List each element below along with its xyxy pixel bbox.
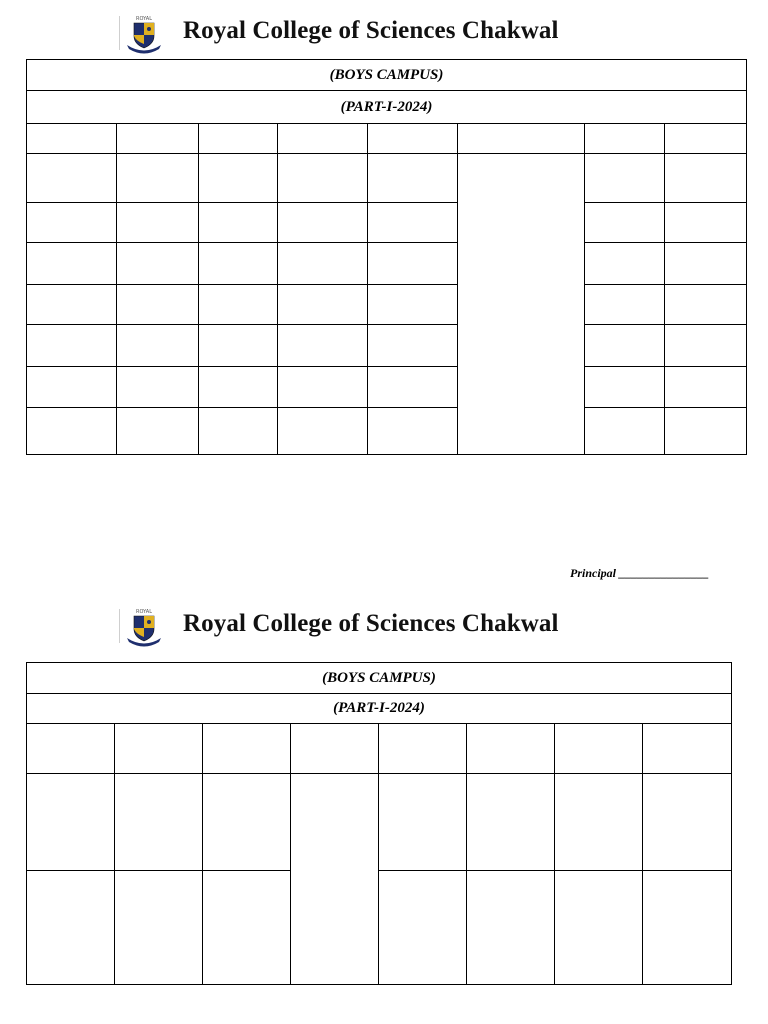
table-cell[interactable]	[665, 325, 747, 367]
table-cell[interactable]	[117, 408, 199, 455]
signature-line[interactable]: _______________	[619, 566, 710, 580]
break-column-cell[interactable]	[458, 154, 585, 455]
table-cell[interactable]	[278, 325, 368, 367]
header-cell[interactable]	[117, 124, 199, 154]
table-cell[interactable]	[199, 203, 278, 243]
svg-text:ROYAL: ROYAL	[135, 609, 153, 615]
table-cell[interactable]	[665, 203, 747, 243]
sheet-1-header	[0, 14, 768, 54]
table-cell[interactable]	[117, 243, 199, 285]
table-cell[interactable]	[278, 367, 368, 408]
break-column-cell[interactable]	[291, 774, 379, 985]
principal-label: Principal	[570, 566, 617, 580]
table-cell[interactable]	[27, 408, 117, 455]
table-cell[interactable]	[665, 408, 747, 455]
header-cell[interactable]	[665, 124, 747, 154]
header-cell[interactable]	[291, 724, 379, 774]
table-cell[interactable]	[665, 243, 747, 285]
table-cell[interactable]	[117, 285, 199, 325]
svg-text:ROYAL: ROYAL	[135, 16, 153, 22]
table-cell[interactable]	[203, 774, 291, 871]
table-cell[interactable]	[27, 367, 117, 408]
table-cell[interactable]	[643, 774, 732, 871]
table-cell[interactable]	[117, 367, 199, 408]
table-cell[interactable]	[27, 871, 115, 985]
table-cell[interactable]	[585, 408, 665, 455]
table-cell[interactable]	[585, 285, 665, 325]
table-cell[interactable]	[368, 203, 458, 243]
table-cell[interactable]	[117, 203, 199, 243]
table-cell[interactable]	[199, 243, 278, 285]
college-crest-icon	[120, 607, 168, 647]
table-cell[interactable]	[278, 243, 368, 285]
table-cell[interactable]	[467, 871, 555, 985]
table-cell[interactable]	[115, 871, 203, 985]
table-cell[interactable]	[27, 285, 117, 325]
header-cell[interactable]	[643, 724, 732, 774]
header-cell[interactable]	[458, 124, 585, 154]
table-cell[interactable]	[199, 367, 278, 408]
table-cell[interactable]	[665, 367, 747, 408]
table-cell[interactable]	[467, 774, 555, 871]
table-cell[interactable]	[199, 154, 278, 203]
table-cell[interactable]	[117, 325, 199, 367]
table-cell[interactable]	[278, 154, 368, 203]
table-cell[interactable]	[278, 285, 368, 325]
header-cell[interactable]	[199, 124, 278, 154]
table-cell[interactable]	[368, 285, 458, 325]
table-cell[interactable]	[27, 154, 117, 203]
table-cell[interactable]	[643, 871, 732, 985]
table-cell[interactable]	[117, 154, 199, 203]
table-cell[interactable]	[27, 243, 117, 285]
table-cell[interactable]	[27, 203, 117, 243]
table-cell[interactable]	[585, 243, 665, 285]
table-cell[interactable]	[368, 243, 458, 285]
table-cell[interactable]	[555, 871, 643, 985]
table-cell[interactable]	[199, 325, 278, 367]
header-cell[interactable]	[27, 724, 115, 774]
table-cell[interactable]	[585, 154, 665, 203]
table-cell[interactable]	[585, 367, 665, 408]
table-cell[interactable]	[585, 325, 665, 367]
header-cell[interactable]	[379, 724, 467, 774]
campus-heading: (BOYS CAMPUS)	[27, 60, 747, 91]
table-cell[interactable]	[278, 408, 368, 455]
header-cell[interactable]	[203, 724, 291, 774]
table-cell[interactable]	[368, 367, 458, 408]
table-cell[interactable]	[115, 774, 203, 871]
header-cell[interactable]	[585, 124, 665, 154]
header-cell[interactable]	[555, 724, 643, 774]
college-title: Royal College of Sciences Chakwal	[183, 610, 559, 637]
table-cell[interactable]	[199, 408, 278, 455]
table-cell[interactable]	[203, 871, 291, 985]
college-title: Royal College of Sciences Chakwal	[183, 17, 559, 44]
table-cell[interactable]	[27, 325, 117, 367]
part-heading: (PART-I-2024)	[27, 91, 747, 124]
principal-signature	[570, 566, 709, 581]
timetable-sheet-2	[26, 662, 732, 985]
table-cell[interactable]	[27, 774, 115, 871]
header-cell[interactable]	[467, 724, 555, 774]
part-heading: (PART-I-2024)	[27, 694, 732, 724]
sheet-2-header	[0, 607, 768, 647]
table-cell[interactable]	[665, 285, 747, 325]
table-cell[interactable]	[278, 203, 368, 243]
table-cell[interactable]	[368, 325, 458, 367]
header-cell[interactable]	[368, 124, 458, 154]
table-cell[interactable]	[585, 203, 665, 243]
header-cell[interactable]	[27, 124, 117, 154]
table-cell[interactable]	[368, 154, 458, 203]
campus-heading: (BOYS CAMPUS)	[27, 663, 732, 694]
table-cell[interactable]	[368, 408, 458, 455]
college-crest-icon	[120, 14, 168, 54]
header-cell[interactable]	[278, 124, 368, 154]
table-cell[interactable]	[199, 285, 278, 325]
table-cell[interactable]	[379, 871, 467, 985]
header-cell[interactable]	[115, 724, 203, 774]
timetable-sheet-1	[26, 59, 747, 455]
table-cell[interactable]	[555, 774, 643, 871]
table-cell[interactable]	[665, 154, 747, 203]
table-cell[interactable]	[379, 774, 467, 871]
